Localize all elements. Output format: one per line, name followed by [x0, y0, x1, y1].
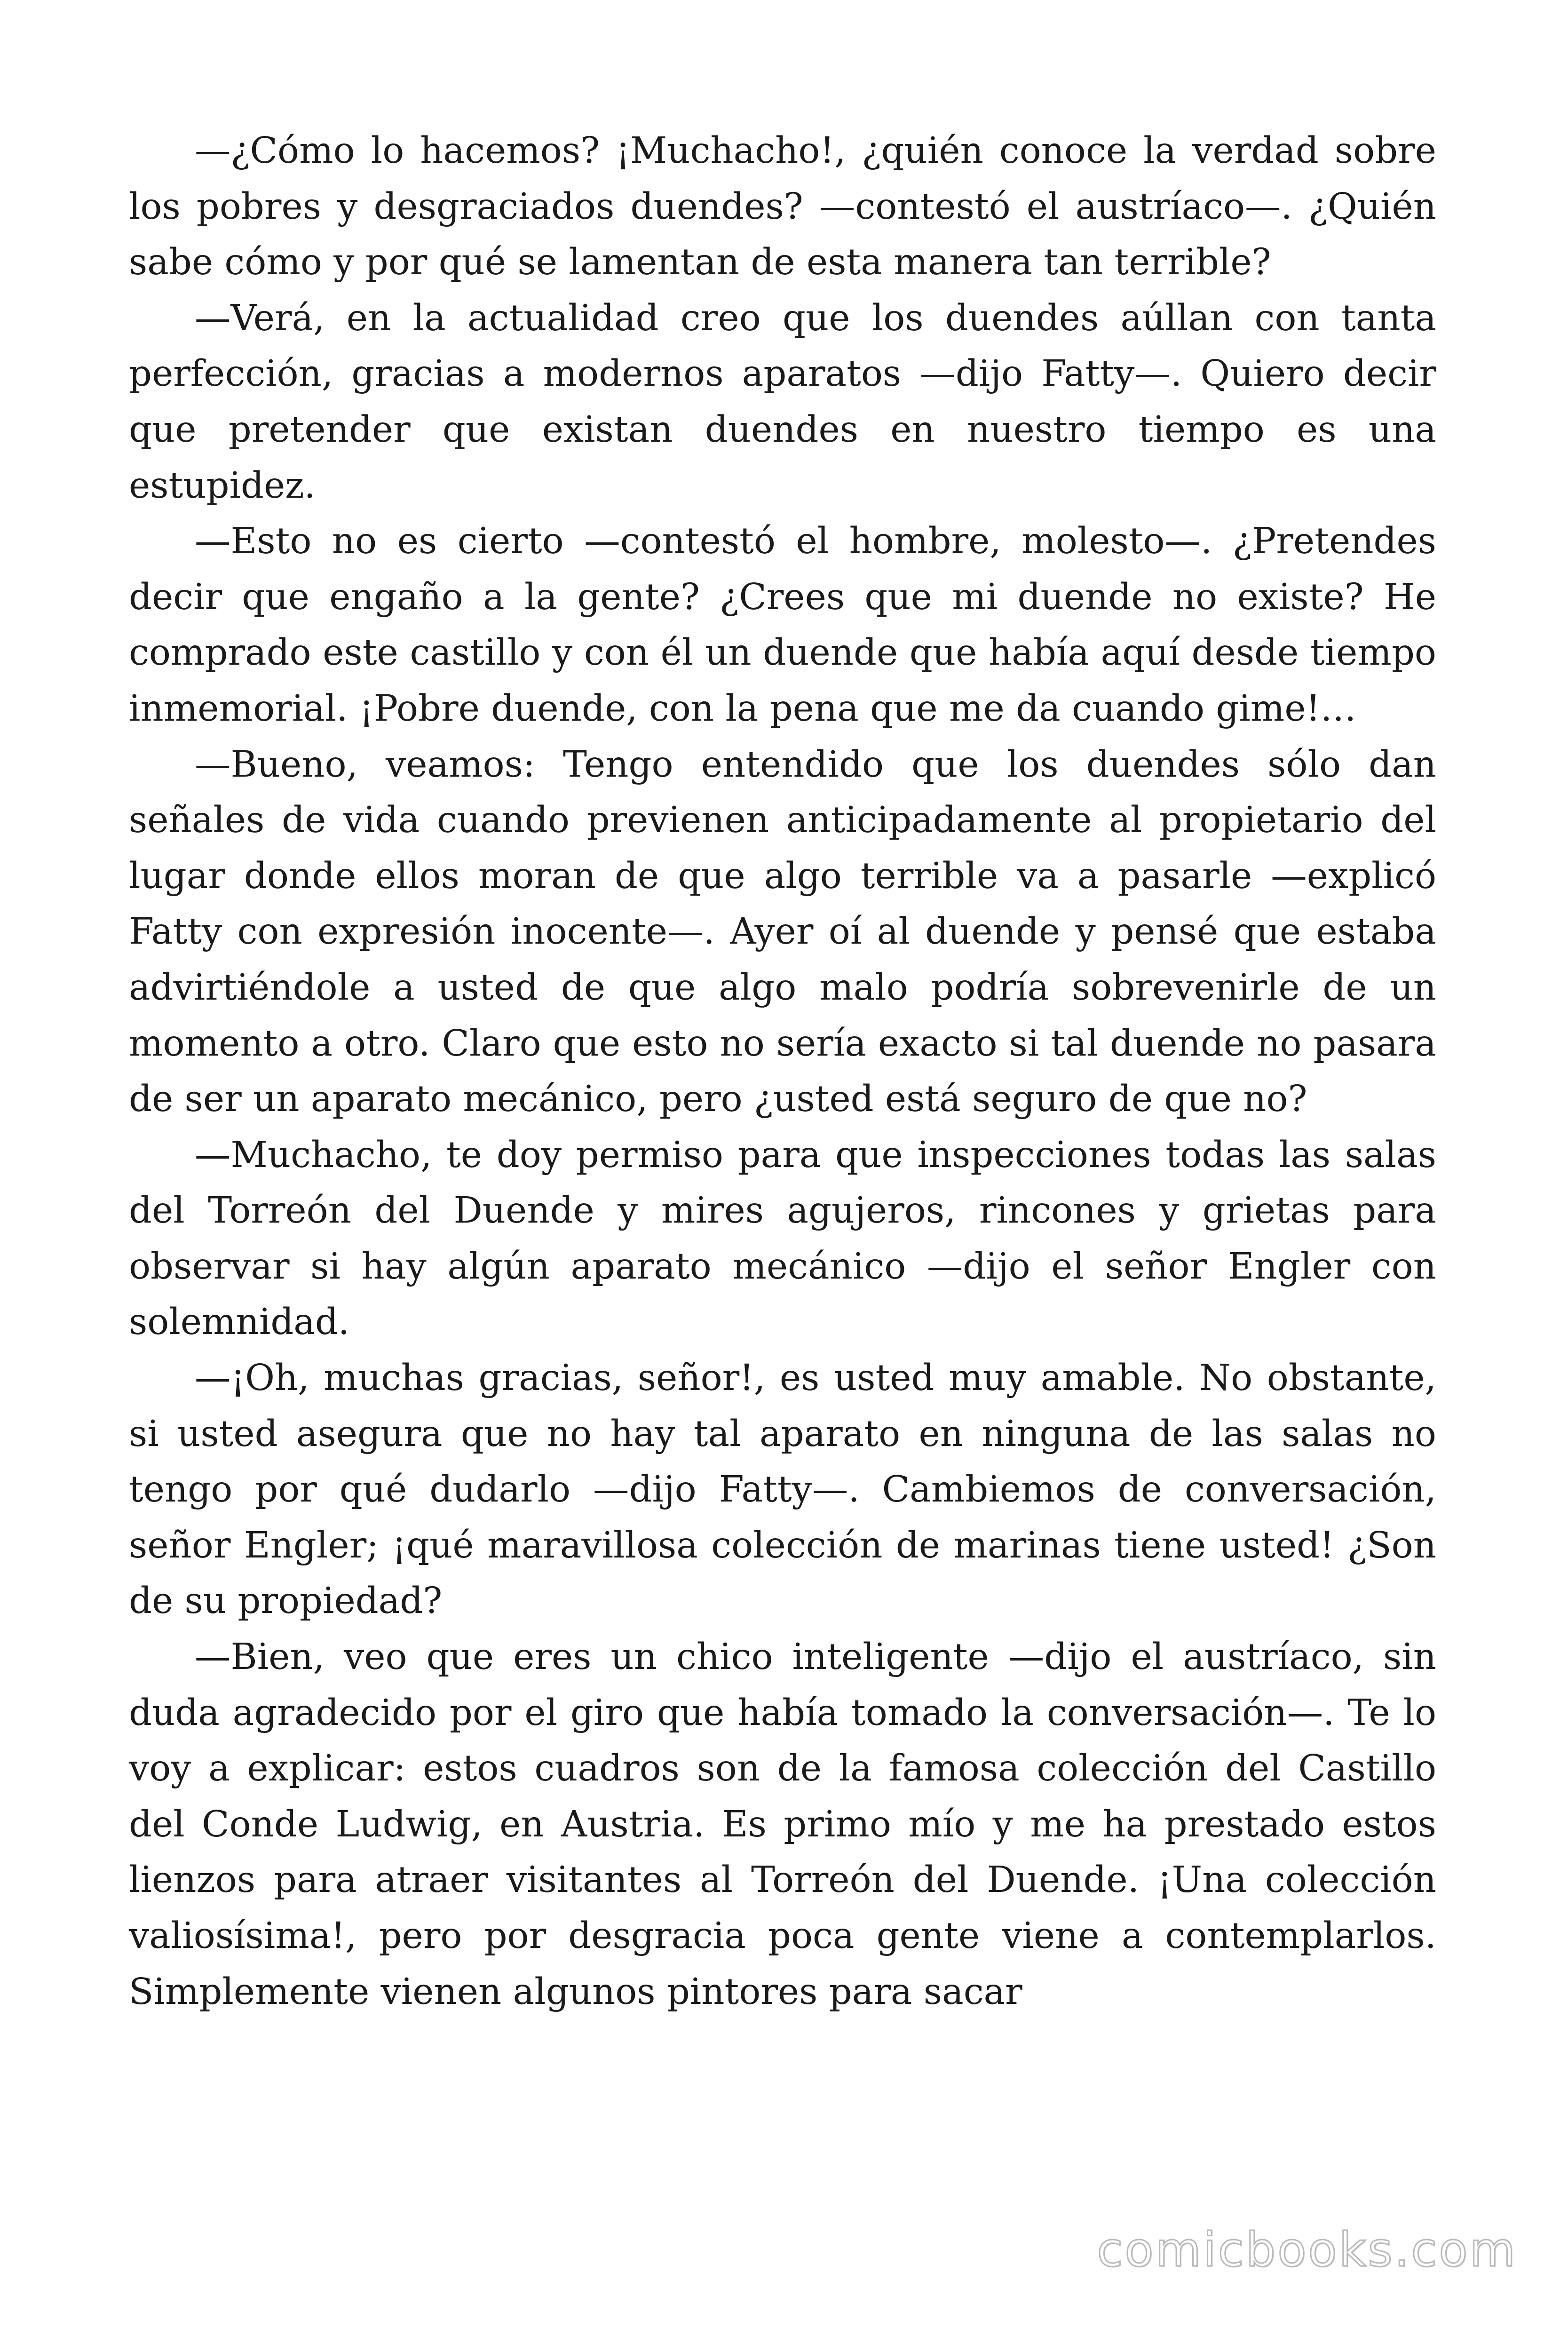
paragraph: —Verá, en la actualidad creo que los duendes aúllan con tanta perfección, gracias a modernos aparatos —dijo Fatty—. Quiero decir que pretender que existan duendes en nuestro tiempo es una estupidez. — [129, 297, 1436, 507]
paragraph-last: —Bien, veo que eres un chico inteligente —dijo el austríaco, sin duda agradecido por el giro que había tomado la conversación—. Te lo voy a explicar: estos cuadros son de la famosa colección del Castillo del Conde Ludwig, en Austria. Es primo mío y me ha prestado estos lienzos para atraer visitantes al Torreón del Duende. ¡Una colección valiosísima!, pero por desgracia poca gente viene a contemplarlos. Simplemente vienen algunos pintores para sacar — [129, 1636, 1436, 2013]
paragraph: —¿Cómo lo hacemos? ¡Muchacho!, ¿quién conoce la verdad sobre los pobres y desgraciados duendes? —contestó el austríaco—. ¿Quién sabe cómo y por qué se lamentan de esta manera tan terrible? — [129, 130, 1436, 284]
paragraph: —¡Oh, muchas gracias, señor!, es usted muy amable. No obstante, si usted asegura que no hay tal aparato en ninguna de las salas no tengo por qué dudarlo —dijo Fatty—. Cambiemos de conversación, señor Engler; ¡qué maravillosa colección de marinas tiene usted! ¿Son de su propiedad? — [129, 1357, 1436, 1622]
paragraph: —Bueno, veamos: Tengo entendido que los duendes sólo dan señales de vida cuando previenen anticipadamente al propietario del lugar donde ellos moran de que algo terrible va a pasarle —explicó Fatty con expresión inocente—. Ayer oí al duende y pensé que estaba advirtiéndole a usted de que algo malo podría sobrevenirle de un momento a otro. Claro que esto no sería exacto si tal duende no pasara de ser un aparato mecánico, pero ¿usted está seguro de que no? — [129, 743, 1436, 1120]
page-body-text — [129, 123, 1436, 2020]
watermark: comicbooks.com — [1097, 2222, 1517, 2277]
paragraph: —Esto no es cierto —contestó el hombre, molesto—. ¿Pretendes decir que engaño a la gente? ¿Crees que mi duende no existe? He comprado este castillo y con él un duende que había aquí desde tiempo inmemorial. ¡Pobre duende, con la pena que me da cuando gime!… — [129, 520, 1436, 730]
paragraph: —Muchacho, te doy permiso para que inspecciones todas las salas del Torreón del Duende y mires agujeros, rincones y grietas para observar si hay algún aparato mecánico —dijo el señor Engler con solemnidad. — [129, 1134, 1436, 1343]
